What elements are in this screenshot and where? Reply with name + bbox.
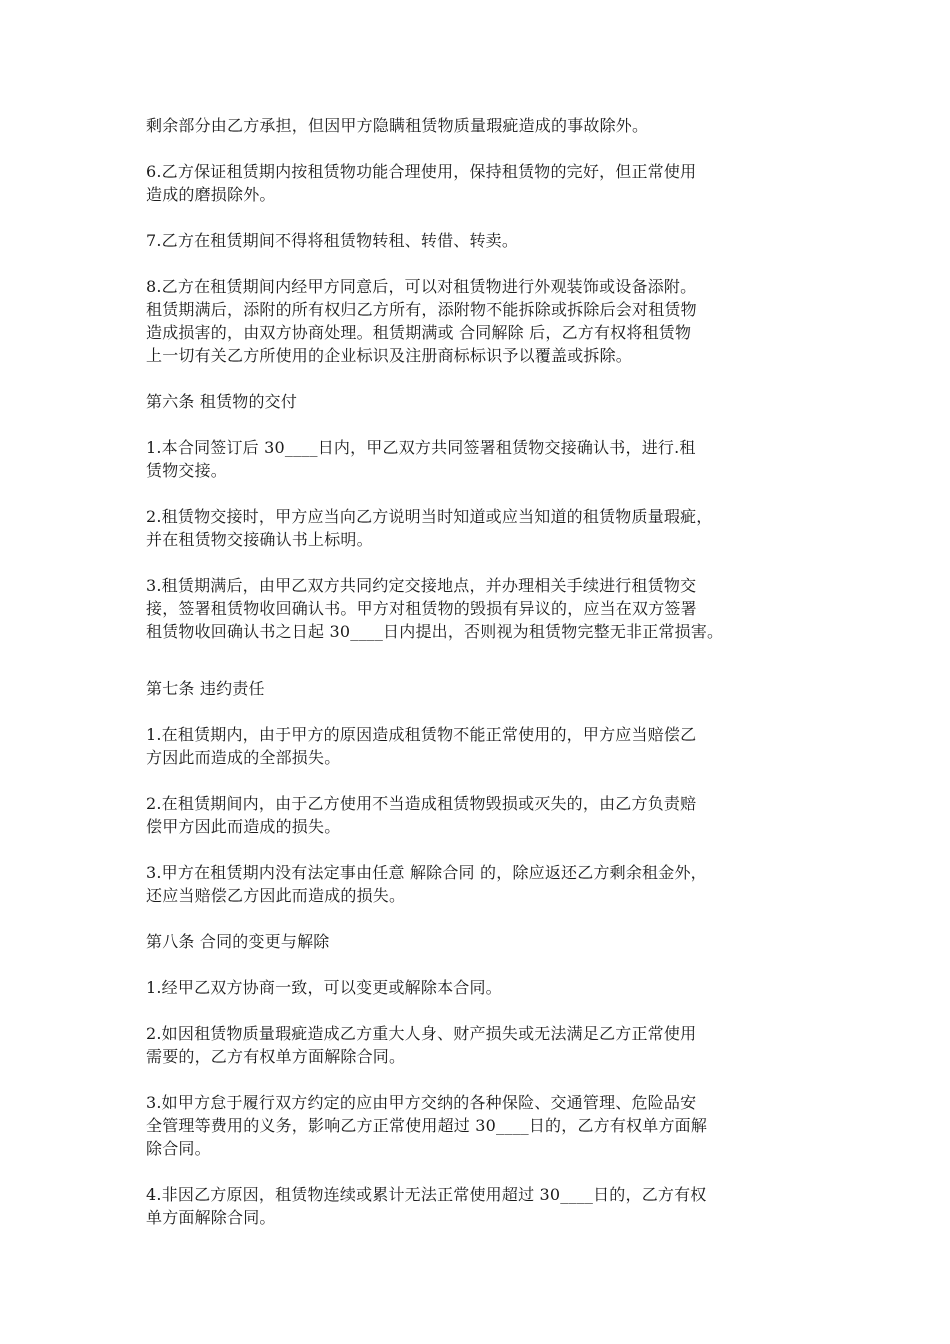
clause-paragraph — [146, 792, 826, 838]
text-line: 1.经甲乙双方协商一致，可以变更或解除本合同。 — [146, 978, 502, 997]
text-line: 第七条 违约责任 — [146, 679, 265, 698]
clause-paragraph — [146, 275, 826, 367]
text-line: 需要的，乙方有权单方面解除合同。 — [146, 1047, 406, 1066]
text-line: 4.非因乙方原因，租赁物连续或累计无法正常使用超过 30____日的，乙方有权 — [146, 1185, 707, 1204]
text-line: 1.本合同签订后 30____日内，甲乙双方共同签署租赁物交接确认书，进行.租 — [146, 438, 696, 457]
section-heading — [146, 677, 826, 700]
text-line: 造成的磨损除外。 — [146, 185, 276, 204]
text-line: 接，签署租赁物收回确认书。甲方对租赁物的毁损有异议的，应当在双方签署 — [146, 599, 697, 618]
clause-paragraph — [146, 861, 826, 907]
text-line: 2.如因租赁物质量瑕疵造成乙方重大人身、财产损失或无法满足乙方正常使用 — [146, 1024, 697, 1043]
text-line: 8.乙方在租赁期间内经甲方同意后，可以对租赁物进行外观装饰或设备添附。 — [146, 277, 697, 296]
clause-paragraph — [146, 1183, 826, 1229]
text-line: 2.在租赁期间内，由于乙方使用不当造成租赁物毁损或灭失的，由乙方负责赔 — [146, 794, 697, 813]
text-line: 3.如甲方怠于履行双方约定的应由甲方交纳的各种保险、交通管理、危险品安 — [146, 1093, 697, 1112]
text-line: 单方面解除合同。 — [146, 1208, 276, 1227]
text-line: 1.在租赁期内，由于甲方的原因造成租赁物不能正常使用的，甲方应当赔偿乙 — [146, 725, 697, 744]
text-line: 造成损害的，由双方协商处理。租赁期满或 合同解除 后，乙方有权将租赁物 — [146, 323, 692, 342]
section-heading — [146, 930, 826, 953]
section-heading — [146, 390, 826, 413]
clause-paragraph — [146, 723, 826, 769]
clause-paragraph — [146, 114, 826, 137]
clause-paragraph — [146, 976, 826, 999]
text-line: 第六条 租赁物的交付 — [146, 392, 298, 411]
text-line: 2.租赁物交接时，甲方应当向乙方说明当时知道或应当知道的租赁物质量瑕疵， — [146, 507, 713, 526]
text-line: 3.甲方在租赁期内没有法定事由任意 解除合同 的，除应返还乙方剩余租金外， — [146, 863, 707, 882]
text-line: 3.租赁期满后，由甲乙双方共同约定交接地点，并办理相关手续进行租赁物交 — [146, 576, 697, 595]
text-line: 租赁期满后，添附的所有权归乙方所有，添附物不能拆除或拆除后会对租赁物 — [146, 300, 697, 319]
text-line: 还应当赔偿乙方因此而造成的损失。 — [146, 886, 406, 905]
text-line: 6.乙方保证租赁期内按租赁物功能合理使用，保持租赁物的完好，但正常使用 — [146, 162, 697, 181]
text-line: 方因此而造成的全部损失。 — [146, 748, 341, 767]
clause-paragraph — [146, 574, 826, 643]
text-line: 并在租赁物交接确认书上标明。 — [146, 530, 373, 549]
clause-paragraph — [146, 1022, 826, 1068]
text-line: 剩余部分由乙方承担，但因甲方隐瞒租赁物质量瑕疵造成的事故除外。 — [146, 116, 649, 135]
text-line: 赁物交接。 — [146, 461, 228, 480]
text-line: 7.乙方在租赁期间不得将租赁物转租、转借、转卖。 — [146, 231, 519, 250]
clause-paragraph — [146, 229, 826, 252]
text-line: 除合同。 — [146, 1139, 211, 1158]
text-line: 租赁物收回确认书之日起 30____日内提出，否则视为租赁物完整无非正常损害。 — [146, 622, 724, 641]
text-line: 第八条 合同的变更与解除 — [146, 932, 330, 951]
clause-paragraph — [146, 436, 826, 482]
clause-paragraph — [146, 160, 826, 206]
clause-paragraph — [146, 505, 826, 551]
document-body — [146, 114, 826, 1252]
text-line: 偿甲方因此而造成的损失。 — [146, 817, 341, 836]
clause-paragraph — [146, 1091, 826, 1160]
text-line: 全管理等费用的义务，影响乙方正常使用超过 30____日的，乙方有权单方面解 — [146, 1116, 708, 1135]
text-line: 上一切有关乙方所使用的企业标识及注册商标标识予以覆盖或拆除。 — [146, 346, 633, 365]
